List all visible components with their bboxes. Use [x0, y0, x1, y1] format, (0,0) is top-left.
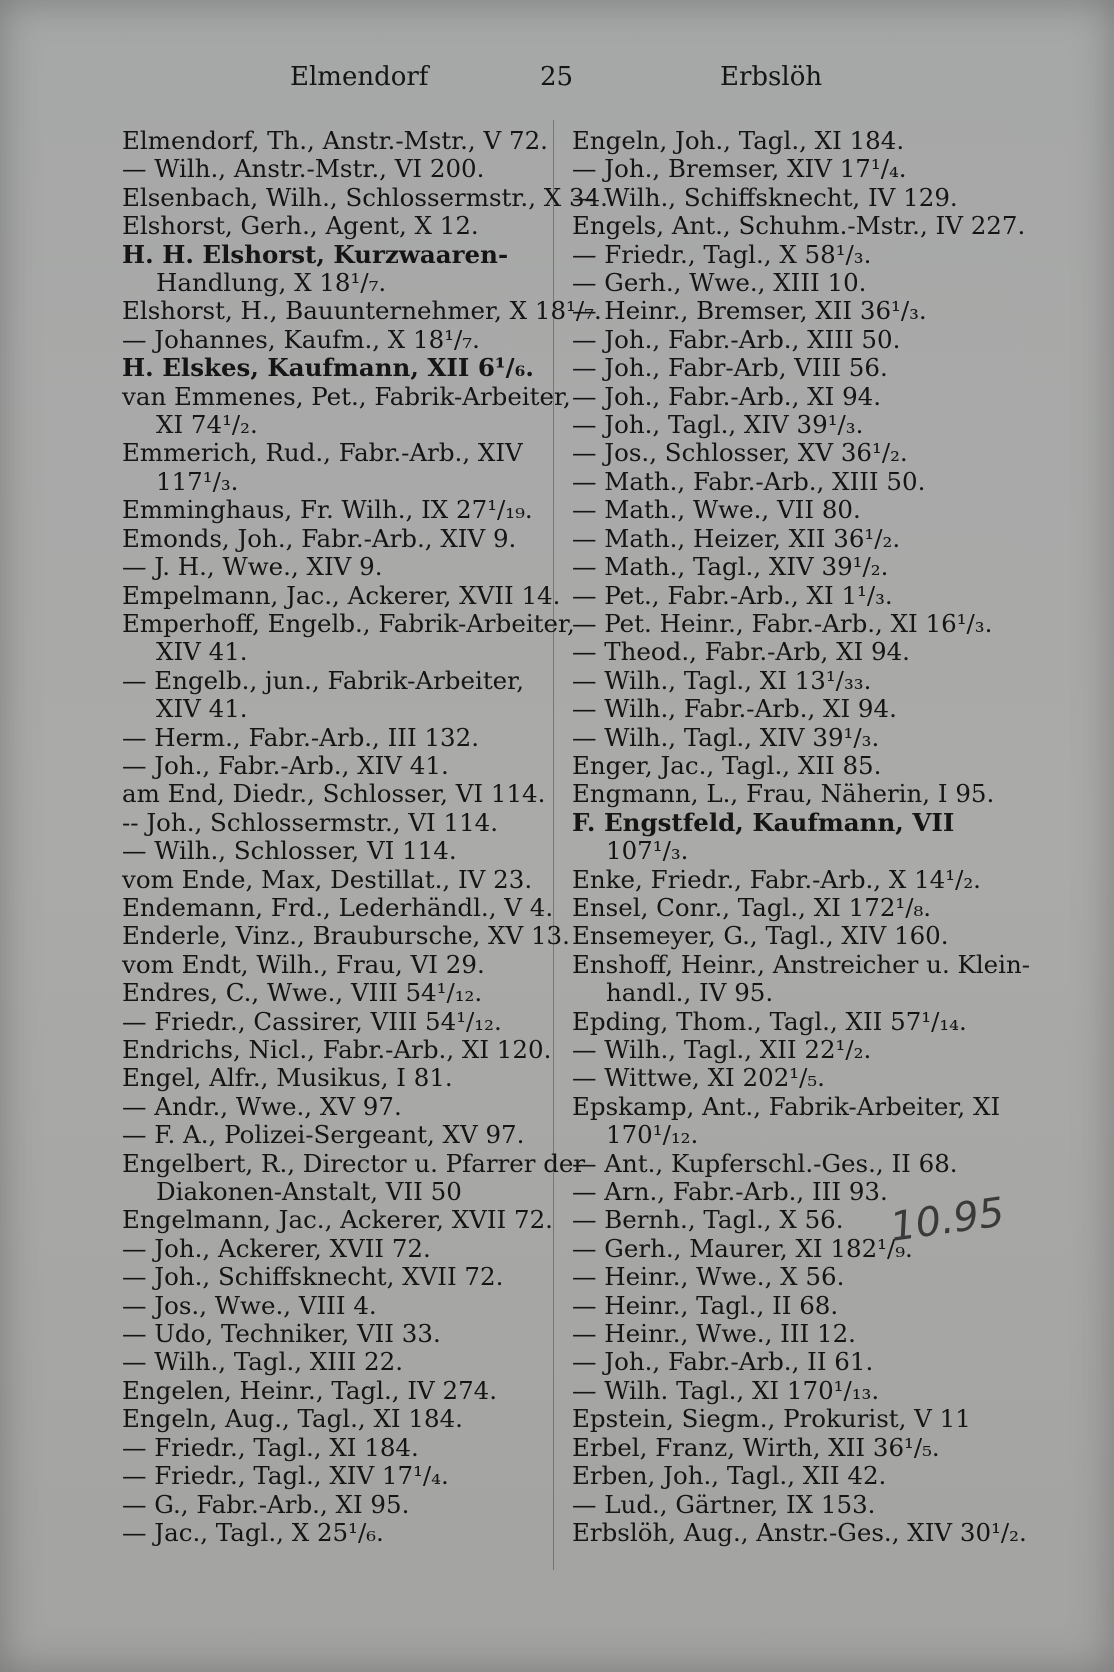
directory-entry: Endemann, Frd., Lederhändl., V 4. [122, 892, 554, 922]
directory-entry: — Heinr., Tagl., II 68. [572, 1290, 839, 1320]
directory-entry: Engelen, Heinr., Tagl., IV 274. [122, 1375, 498, 1405]
directory-entry: Ensemeyer, G., Tagl., XIV 160. [572, 921, 949, 951]
directory-entry: — Joh., Fabr.-Arb., XI 94. [572, 381, 882, 411]
directory-entry: Enshoff, Heinr., Anstreicher u. Klein- [572, 949, 1031, 979]
directory-entry: — Jos., Schlosser, XV 36¹/₂. [572, 438, 908, 468]
directory-entry: — Friedr., Tagl., XI 184. [122, 1432, 419, 1462]
directory-entry: — Wilh., Anstr.-Mstr., VI 200. [122, 154, 485, 184]
directory-entry: — Joh., Tagl., XIV 39¹/₃. [572, 410, 864, 440]
directory-entry: — Andr., Wwe., XV 97. [122, 1091, 402, 1121]
directory-entry: Endrichs, Nicl., Fabr.-Arb., XI 120. [122, 1035, 552, 1064]
directory-entry: Enderle, Vinz., Braubursche, XV 13. [122, 921, 570, 951]
directory-entry: — Joh., Fabr.-Arb., II 61. [572, 1347, 874, 1377]
directory-entry: Elshorst, Gerh., Agent, X 12. [122, 211, 479, 241]
directory-entry: Empelmann, Jac., Ackerer, XVII 14. [122, 580, 561, 610]
directory-entry: — Heinr., Bremser, XII 36¹/₃. [572, 296, 927, 326]
left-column [122, 126, 608, 1547]
directory-entry: Emmerich, Rud., Fabr.-Arb., XIV [122, 438, 523, 468]
directory-entry: — Theod., Fabr.-Arb, XI 94. [572, 637, 910, 667]
directory-entry: — Wilh., Schiffsknecht, IV 129. [572, 182, 958, 212]
directory-entry: Epskamp, Ant., Fabrik-Arbeiter, XI [572, 1091, 1001, 1121]
directory-entry: — Wilh., Tagl., XIII 22. [122, 1347, 404, 1377]
directory-entry: — Math., Tagl., XIV 39¹/₂. [572, 552, 889, 582]
directory-entry: — Jac., Tagl., X 25¹/₆. [122, 1517, 384, 1547]
directory-entry: — Friedr., Tagl., X 58¹/₃. [572, 239, 872, 269]
directory-entry: handl., IV 95. [606, 978, 774, 1008]
directory-entry: — Wilh., Schlosser, VI 114. [122, 836, 457, 866]
directory-entry: Endres, C., Wwe., VIII 54¹/₁₂. [122, 978, 483, 1008]
directory-entry: Epding, Thom., Tagl., XII 57¹/₁₄. [572, 1006, 967, 1036]
directory-entry: Elsenbach, Wilh., Schlossermstr., X 34. [122, 182, 608, 212]
directory-entry: — Joh., Ackerer, XVII 72. [122, 1233, 431, 1263]
directory-entry: Emonds, Joh., Fabr.-Arb., XIV 9. [122, 523, 517, 553]
directory-entry: — Pet., Fabr.-Arb., XI 1¹/₃. [572, 580, 893, 610]
directory-entry: vom Ende, Max, Destillat., IV 23. [122, 864, 533, 894]
directory-entry: Handlung, X 18¹/₇. [156, 268, 387, 298]
directory-entry: — Math., Fabr.-Arb., XIII 50. [572, 466, 926, 496]
directory-entry: — F. A., Polizei-Sergeant, XV 97. [122, 1120, 525, 1150]
page-number: 25 [540, 62, 574, 92]
directory-entry: Emminghaus, Fr. Wilh., IX 27¹/₁₉. [122, 495, 533, 525]
directory-entry: Engeln, Aug., Tagl., XI 184. [122, 1404, 463, 1434]
directory-entry: Enger, Jac., Tagl., XII 85. [572, 750, 882, 780]
directory-entry: — Arn., Fabr.-Arb., III 93. [572, 1177, 888, 1207]
directory-entry: Emperhoff, Engelb., Fabrik-Arbeiter, [122, 608, 575, 638]
handwritten-annotation: 10.95 [887, 1189, 1008, 1251]
directory-entry: — J. H., Wwe., XIV 9. [122, 552, 383, 582]
directory-entry: 107¹/₃. [606, 836, 689, 866]
right-column [572, 126, 1031, 1547]
directory-entry: — Johannes, Kaufm., X 18¹/₇. [122, 324, 480, 354]
directory-entry: — Wilh., Fabr.-Arb., XI 94. [572, 694, 897, 724]
directory-entry: Engelbert, R., Director u. Pfarrer der [122, 1148, 586, 1178]
directory-entry: — Wilh., Tagl., XI 13¹/₃₃. [572, 665, 872, 695]
directory-entry: — Lud., Gärtner, IX 153. [572, 1489, 876, 1519]
directory-entry: Diakonen-Anstalt, VII 50 [156, 1177, 462, 1207]
directory-entry: — Joh., Schiffsknecht, XVII 72. [122, 1262, 504, 1292]
directory-entry: — Wilh., Tagl., XIV 39¹/₃. [572, 722, 880, 752]
directory-entry: 117¹/₃. [156, 466, 239, 496]
directory-entry: — Joh., Fabr.-Arb., XIII 50. [572, 324, 901, 354]
directory-entry: — Heinr., Wwe., X 56. [572, 1262, 845, 1292]
directory-entry: — Jos., Wwe., VIII 4. [122, 1290, 377, 1320]
directory-entry: XIV 41. [156, 694, 248, 724]
directory-entry: am End, Diedr., Schlosser, VI 114. [122, 779, 546, 809]
directory-entry: Erben, Joh., Tagl., XII 42. [572, 1461, 887, 1491]
directory-entry: — Pet. Heinr., Fabr.-Arb., XI 16¹/₃. [572, 608, 993, 638]
directory-entry: — Wilh., Tagl., XII 22¹/₂. [572, 1035, 872, 1064]
directory-entry: Elmendorf, Th., Anstr.-Mstr., V 72. [122, 126, 548, 155]
directory-entry: XI 74¹/₂. [156, 410, 258, 440]
directory-entry: F. Engstfeld, Kaufmann, VII [572, 807, 955, 837]
directory-entry: vom Endt, Wilh., Frau, VI 29. [122, 949, 485, 979]
directory-entry: Erbel, Franz, Wirth, XII 36¹/₅. [572, 1432, 940, 1462]
directory-entry: Ensel, Conr., Tagl., XI 172¹/₈. [572, 892, 932, 922]
page-header [0, 62, 1114, 102]
directory-entry: — Wittwe, XI 202¹/₅. [572, 1063, 825, 1093]
directory-entry: H. H. Elshorst, Kurzwaaren- [122, 239, 509, 269]
directory-entry: — Gerh., Wwe., XIII 10. [572, 268, 867, 298]
directory-entry: — Joh., Fabr-Arb, VIII 56. [572, 353, 888, 383]
directory-entry: Epstein, Siegm., Prokurist, V 11 [572, 1404, 971, 1434]
directory-entry: Elshorst, H., Bauunternehmer, X 18¹/₇. [122, 296, 602, 326]
directory-entry: Enke, Friedr., Fabr.-Arb., X 14¹/₂. [572, 864, 981, 894]
directory-entry: — Math., Wwe., VII 80. [572, 495, 861, 525]
header-right-keyword: Erbslöh [720, 62, 823, 92]
directory-entry: — Udo, Techniker, VII 33. [122, 1319, 441, 1349]
directory-entry: — Joh., Bremser, XIV 17¹/₄. [572, 154, 907, 184]
directory-entry: — Ant., Kupferschl.-Ges., II 68. [572, 1148, 958, 1178]
directory-entry: Engels, Ant., Schuhm.-Mstr., IV 227. [572, 211, 1026, 241]
directory-entry: Erbslöh, Aug., Anstr.-Ges., XIV 30¹/₂. [572, 1517, 1027, 1547]
directory-entry: XIV 41. [156, 637, 248, 667]
directory-entry: -- Joh., Schlossermstr., VI 114. [122, 807, 499, 837]
directory-entry: — Wilh. Tagl., XI 170¹/₁₃. [572, 1375, 880, 1405]
directory-entry: Engel, Alfr., Musikus, I 81. [122, 1063, 453, 1093]
directory-entry: — Math., Heizer, XII 36¹/₂. [572, 523, 901, 553]
directory-entry: 170¹/₁₂. [606, 1120, 699, 1150]
directory-entry: — Bernh., Tagl., X 56. [572, 1205, 844, 1235]
directory-entry: — Friedr., Tagl., XIV 17¹/₄. [122, 1461, 449, 1491]
directory-entry: Engmann, L., Frau, Näherin, I 95. [572, 779, 995, 809]
directory-entry: H. Elskes, Kaufmann, XII 6¹/₆. [122, 353, 534, 383]
directory-entry: — Gerh., Maurer, XI 182¹/₉. [572, 1233, 913, 1263]
directory-entry: — Heinr., Wwe., III 12. [572, 1319, 856, 1349]
directory-entry: — Engelb., jun., Fabrik-Arbeiter, [122, 665, 524, 695]
directory-entry: Engeln, Joh., Tagl., XI 184. [572, 126, 905, 155]
directory-entry: — Friedr., Cassirer, VIII 54¹/₁₂. [122, 1006, 502, 1036]
directory-entry: — Herm., Fabr.-Arb., III 132. [122, 722, 479, 752]
column-divider [553, 120, 554, 1570]
directory-entry: — Joh., Fabr.-Arb., XIV 41. [122, 750, 449, 780]
directory-entry: — G., Fabr.-Arb., XI 95. [122, 1489, 410, 1519]
directory-entry: Engelmann, Jac., Ackerer, XVII 72. [122, 1205, 553, 1235]
header-left-keyword: Elmendorf [290, 62, 429, 92]
directory-entry: van Emmenes, Pet., Fabrik-Arbeiter, [122, 381, 571, 411]
